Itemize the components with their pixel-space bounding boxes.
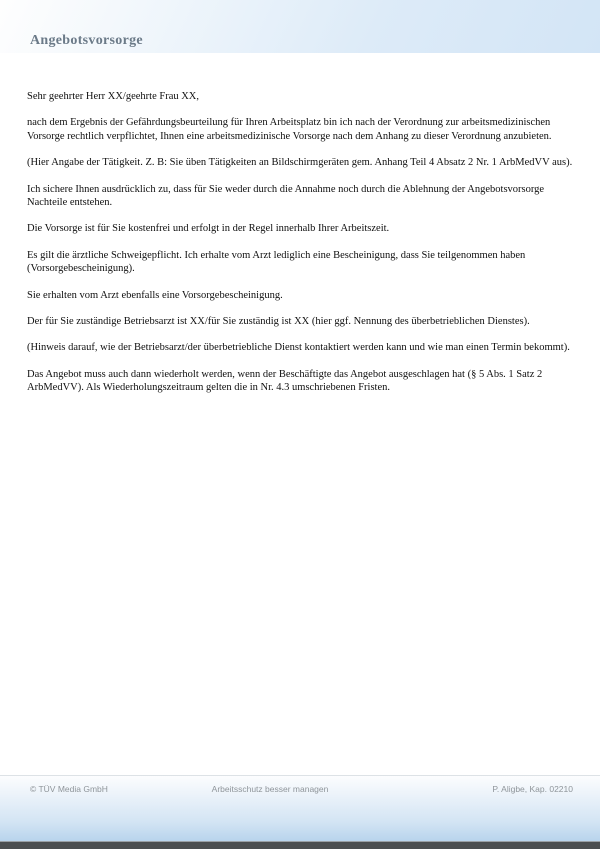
- paragraph: Die Vorsorge ist für Sie kostenfrei und erfolgt in der Regel innerhalb Ihrer Arbeitszeit.: [27, 223, 390, 235]
- paragraph: (Hier Angabe der Tätigkeit. Z. B: Sie üben Tätigkeiten an Bildschirmgeräten gem. Anhang Teil 4 Absatz 2 Nr. 1 ArbMedVV aus).: [27, 157, 573, 169]
- letter-paragraphs: [27, 90, 576, 395]
- footer-row: [0, 784, 600, 796]
- page-header: [0, 0, 600, 53]
- paragraph: Das Angebot muss auch dann wiederholt werden, wenn der Beschäftigte das Angebot ausgeschlagen hat (§ 5 Abs. 1 Satz 2 ArbMedVV). Als Wiederholungszeitraum gelten die in Nr. 4.3 umschriebenen Fristen.: [27, 368, 543, 394]
- page-title: Angebotsvorsorge: [30, 33, 143, 48]
- paragraph: Der für Sie zuständige Betriebsarzt ist XX/für Sie zuständig ist XX (hier ggf. Nennung des überbetrieblichen Dienstes).: [27, 316, 530, 328]
- paragraph: (Hinweis darauf, wie der Betriebsarzt/der überbetriebliche Dienst kontaktiert werden kann und wie man einen Termin bekommt).: [27, 342, 570, 354]
- paragraph: Es gilt die ärztliche Schweigepflicht. Ich erhalte vom Arzt lediglich eine Bescheinigung, dass Sie teilgenommen haben (Vorsorgebescheinigung).: [27, 249, 526, 275]
- bottom-bar: [0, 841, 600, 849]
- letter-body: [27, 90, 576, 408]
- footer-reference: P. Aligbe, Kap. 02210: [492, 784, 573, 794]
- paragraph: nach dem Ergebnis der Gefährdungsbeurteilung für Ihren Arbeitsplatz bin ich nach der Verordnung zur arbeitsmedizinischen Vorsorge rechtlich verpflichtet, Ihnen eine arbeitsmedizinische Vorsorge nach dem Anhang zu dieser Verordnung anzubieten.: [27, 117, 552, 142]
- footer-series-title: Arbeitsschutz besser managen: [211, 784, 329, 794]
- page-footer: [0, 775, 600, 849]
- footer-band: [0, 775, 600, 842]
- paragraph: Ich sichere Ihnen ausdrücklich zu, dass für Sie weder durch die Annahme noch durch die Ablehnung der Angebotsvorsorge Nachteile entstehen.: [27, 183, 545, 209]
- paragraph: Sie erhalten vom Arzt ebenfalls eine Vorsorgebescheinigung.: [27, 289, 283, 301]
- footer-copyright: © TÜV Media GmbH: [30, 784, 108, 794]
- paragraph: Sehr geehrter Herr XX/geehrte Frau XX,: [27, 91, 200, 102]
